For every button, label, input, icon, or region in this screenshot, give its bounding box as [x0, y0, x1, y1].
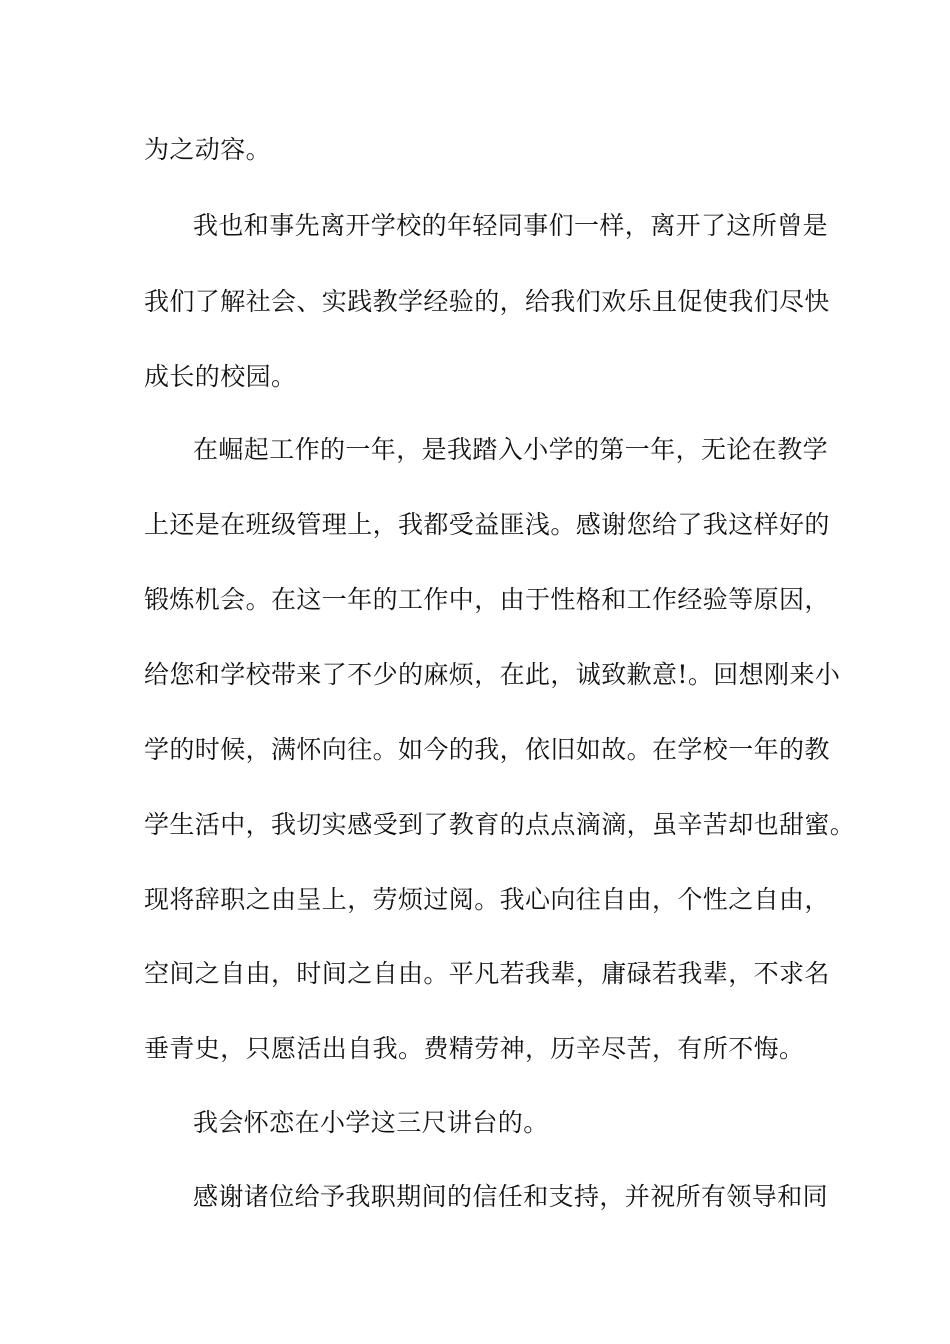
- paragraph-first-line: 在崛起工作的一年，是我踏入小学的第一年，无论在教学: [193, 435, 829, 464]
- text-line: 学的时候，满怀向往。如今的我，依旧如故。在学校一年的教: [144, 735, 830, 764]
- text-line: 成长的校园。: [144, 362, 297, 391]
- paragraph-first-line: 感谢诸位给予我职期间的信任和支持，并祝所有领导和同: [193, 1182, 829, 1211]
- text-line: 锻炼机会。在这一年的工作中，由于性格和工作经验等原因，: [144, 585, 830, 614]
- text-line: 学生活中，我切实感受到了教育的点点滴滴，虽辛苦却也甜蜜。: [144, 810, 856, 839]
- paragraph-first-line: 我也和事先离开学校的年轻同事们一样，离开了这所曾是: [193, 211, 829, 240]
- text-line: 现将辞职之由呈上，劳烦过阅。我心向往自由，个性之自由，: [144, 885, 830, 914]
- text-line: 为之动容。: [144, 135, 272, 164]
- paragraph-first-line: 我会怀恋在小学这三尺讲台的。: [193, 1108, 549, 1137]
- text-line: 上还是在班级管理上，我都受益匪浅。感谢您给了我这样好的: [144, 510, 830, 539]
- text-line: 垂青史，只愿活出自我。费精劳神，历辛尽苦，有所不悔。: [144, 1034, 805, 1063]
- text-line: 空间之自由，时间之自由。平凡若我辈，庸碌若我辈，不求名: [144, 959, 830, 988]
- text-line: 给您和学校带来了不少的麻烦，在此，诚致歉意!。回想刚来小: [144, 660, 841, 689]
- text-line: 我们了解社会、实践教学经验的，给我们欢乐且促使我们尽快: [144, 287, 830, 316]
